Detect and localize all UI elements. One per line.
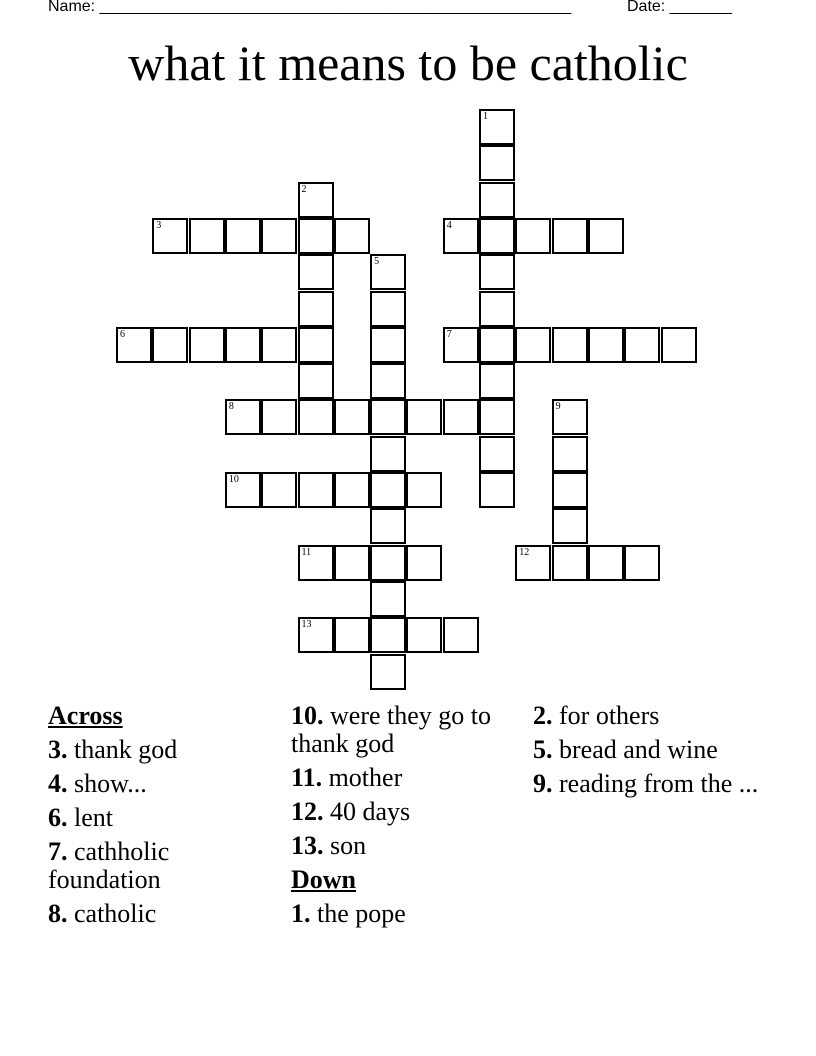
clue-text: son: [330, 831, 367, 860]
crossword-cell[interactable]: [515, 327, 551, 363]
clue-down-5: [533, 736, 769, 764]
clue-number: 4.: [48, 769, 68, 798]
cell-number: 2: [301, 183, 307, 195]
cell-number: 6: [120, 328, 125, 340]
crossword-cell[interactable]: [552, 399, 588, 435]
clue-across-11: [291, 764, 527, 792]
clue-down-2: [533, 702, 769, 730]
cell-number: 8: [228, 401, 234, 413]
clue-text: reading from the ...: [559, 769, 759, 798]
crossword-cell[interactable]: [298, 291, 334, 327]
crossword-cell[interactable]: [298, 545, 334, 581]
date-line[interactable]: Date: _______: [627, 0, 732, 15]
crossword-cell[interactable]: [479, 182, 515, 218]
crossword-cell[interactable]: [225, 472, 261, 508]
clue-across-12: [291, 798, 527, 826]
crossword-cell[interactable]: [370, 327, 406, 363]
crossword-cell[interactable]: [479, 472, 515, 508]
crossword-cell[interactable]: [479, 145, 515, 181]
across-heading: Across: [48, 701, 123, 730]
crossword-cell[interactable]: [225, 399, 261, 435]
clue-across-6: [48, 804, 284, 832]
crossword-cell[interactable]: [298, 399, 334, 435]
cell-number: 7: [446, 328, 452, 340]
crossword-cell[interactable]: [552, 436, 588, 472]
crossword-cell[interactable]: [443, 327, 479, 363]
crossword-cell[interactable]: [370, 545, 406, 581]
crossword-cell[interactable]: [588, 327, 624, 363]
down-heading: Down: [291, 865, 357, 894]
clue-number: 3.: [48, 735, 68, 764]
crossword-cell[interactable]: [370, 399, 406, 435]
clue-across-7: [48, 838, 284, 894]
crossword-cell[interactable]: [298, 182, 334, 218]
crossword-cell[interactable]: [189, 327, 225, 363]
crossword-cell[interactable]: [479, 109, 515, 145]
clue-text: were they go to thank god: [291, 701, 492, 758]
clue-across-8: [48, 900, 284, 928]
clue-column-2: [291, 702, 527, 934]
clue-across-10: [291, 702, 527, 758]
crossword-cell[interactable]: [552, 327, 588, 363]
cell-number: 13: [301, 619, 312, 631]
clue-text: for others: [559, 701, 660, 730]
crossword-cell[interactable]: [515, 545, 551, 581]
clue-across-13: [291, 832, 527, 860]
cell-number: 3: [156, 219, 162, 231]
crossword-cell[interactable]: [479, 436, 515, 472]
clue-number: 2.: [533, 701, 553, 730]
crossword-cell[interactable]: [588, 545, 624, 581]
clue-number: 7.: [48, 837, 68, 866]
crossword-cell[interactable]: [370, 363, 406, 399]
crossword-cell[interactable]: [370, 654, 406, 690]
cell-number: 11: [301, 546, 312, 558]
clue-text: thank god: [74, 735, 178, 764]
crossword-cell[interactable]: [552, 545, 588, 581]
clue-text: 40 days: [330, 797, 411, 826]
cell-number: 12: [519, 546, 530, 558]
cell-number: 10: [228, 474, 239, 485]
crossword-cell[interactable]: [479, 363, 515, 399]
clue-column-1: [48, 702, 284, 934]
clue-number: 5.: [533, 735, 553, 764]
crossword-cell[interactable]: [479, 291, 515, 327]
crossword-cell[interactable]: [624, 545, 660, 581]
clue-down-9: [533, 770, 769, 798]
crossword-cell[interactable]: [443, 617, 479, 653]
crossword-cell[interactable]: [334, 218, 370, 254]
crossword-cell[interactable]: [588, 218, 624, 254]
page-title: what it means to be catholic: [128, 35, 688, 91]
crossword-cell[interactable]: [298, 254, 334, 290]
crossword-cell[interactable]: [298, 363, 334, 399]
crossword-cell[interactable]: [298, 472, 334, 508]
clue-text: mother: [328, 763, 403, 792]
crossword-cell[interactable]: [552, 472, 588, 508]
clue-column-3: [533, 702, 769, 804]
crossword-cell[interactable]: [406, 545, 442, 581]
clue-number: 12.: [291, 797, 324, 826]
crossword-cell[interactable]: [479, 254, 515, 290]
crossword-cell[interactable]: [261, 218, 297, 254]
crossword-cell[interactable]: [370, 254, 406, 290]
crossword-cell[interactable]: [370, 436, 406, 472]
clue-number: 11.: [291, 763, 323, 792]
crossword-cell[interactable]: [334, 617, 370, 653]
crossword-cell[interactable]: [298, 327, 334, 363]
crossword-cell[interactable]: [370, 581, 406, 617]
clue-text: cathholic foundation: [48, 837, 170, 894]
cell-number: 1: [483, 111, 488, 122]
crossword-cell[interactable]: [406, 472, 442, 508]
crossword-cell[interactable]: [334, 545, 370, 581]
name-line[interactable]: Name: _____________________________________________________: [48, 0, 572, 15]
crossword-cell[interactable]: [261, 327, 297, 363]
crossword-cell[interactable]: [225, 327, 261, 363]
clue-number: 8.: [48, 899, 68, 928]
crossword-cell[interactable]: [152, 327, 188, 363]
crossword-cell[interactable]: [515, 218, 551, 254]
crossword-cell[interactable]: [370, 508, 406, 544]
crossword-cell[interactable]: [406, 399, 442, 435]
cell-number: 9: [555, 401, 561, 413]
crossword-cell[interactable]: [225, 218, 261, 254]
crossword-cell[interactable]: [479, 327, 515, 363]
crossword-cell[interactable]: [189, 218, 225, 254]
crossword-cell[interactable]: [334, 472, 370, 508]
crossword-cell[interactable]: [443, 218, 479, 254]
crossword-cell[interactable]: [624, 327, 660, 363]
clue-text: catholic: [74, 899, 157, 928]
cell-number: 4: [446, 219, 452, 231]
cell-number: 5: [374, 256, 380, 268]
clue-text: lent: [74, 803, 113, 832]
crossword-cell[interactable]: [552, 508, 588, 544]
crossword-cell[interactable]: [661, 327, 697, 363]
clue-number: 6.: [48, 803, 68, 832]
clue-number: 9.: [533, 769, 553, 798]
clue-text: show...: [74, 769, 147, 798]
clue-across-3: [48, 736, 284, 764]
clue-number: 10.: [291, 701, 324, 730]
clue-across-4: [48, 770, 284, 798]
crossword-cell[interactable]: [370, 291, 406, 327]
clue-number: 13.: [291, 831, 324, 860]
crossword-cell[interactable]: [443, 399, 479, 435]
crossword-cell[interactable]: [152, 218, 188, 254]
clue-text: the pope: [317, 899, 406, 928]
crossword-cell[interactable]: [479, 218, 515, 254]
clue-text: bread and wine: [559, 735, 718, 764]
crossword-cell[interactable]: [370, 472, 406, 508]
crossword-cell[interactable]: [298, 617, 334, 653]
crossword-cell[interactable]: [479, 399, 515, 435]
crossword-cell[interactable]: [334, 399, 370, 435]
clue-down-1: [291, 900, 527, 928]
crossword-cell[interactable]: [406, 617, 442, 653]
clue-number: 1.: [291, 899, 311, 928]
crossword-cell[interactable]: [116, 327, 152, 363]
crossword-cell[interactable]: [552, 218, 588, 254]
crossword-cell[interactable]: [298, 218, 334, 254]
crossword-cell[interactable]: [370, 617, 406, 653]
crossword-cell[interactable]: [261, 399, 297, 435]
crossword-cell[interactable]: [261, 472, 297, 508]
